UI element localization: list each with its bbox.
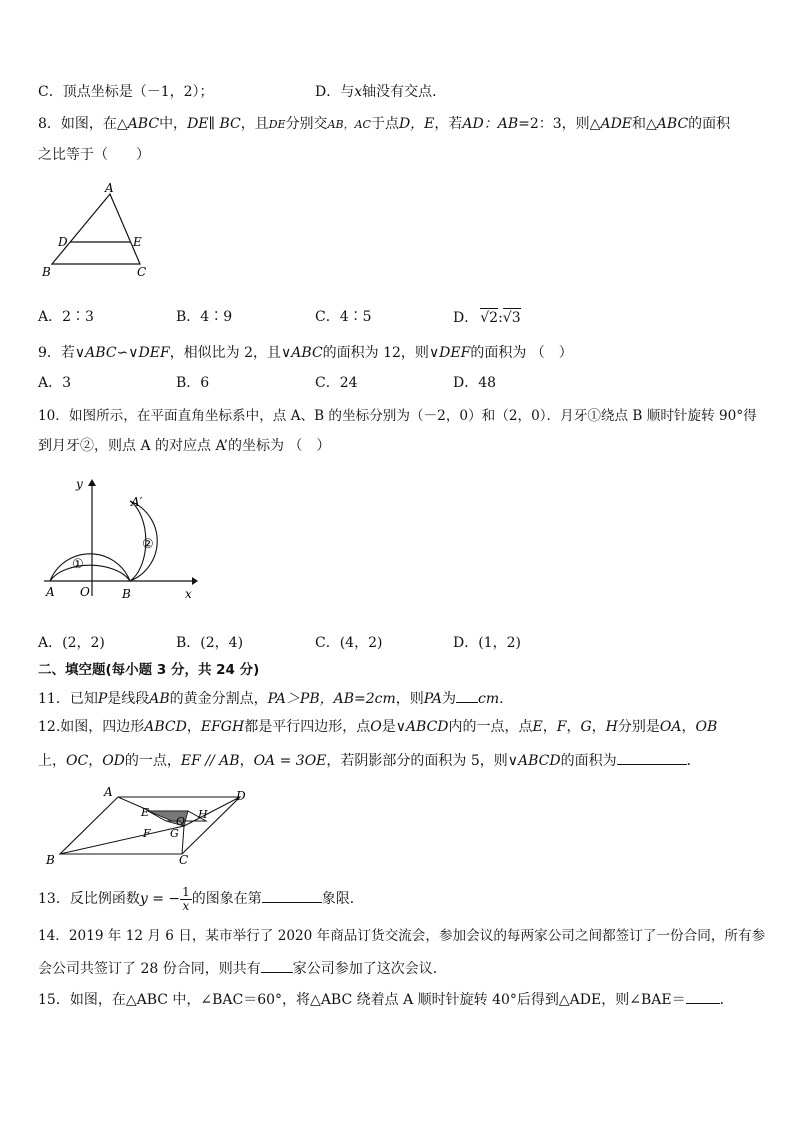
q8-var: DE xyxy=(268,118,286,131)
q13-fraction-numerator: 1 xyxy=(182,884,190,899)
q8-stem-line2: 之比等于（ ） xyxy=(38,147,150,163)
q10-label-crescent-2: ② xyxy=(142,537,154,552)
q8-label-e: E xyxy=(133,235,142,249)
q9-var: ∨DEF xyxy=(428,345,471,361)
q12-var: OA = 3OE xyxy=(253,753,327,769)
q8-text: =2：3，则△ xyxy=(518,116,601,132)
q12-var: G xyxy=(580,719,592,735)
q8-option-d-radicand2: 3 xyxy=(511,310,521,326)
q8-label-a: A xyxy=(105,182,114,195)
q12-text: ，若阴影部分的面积为 5，则 xyxy=(326,753,508,769)
q8-text: ，若 xyxy=(434,116,463,132)
q8-var: ABC xyxy=(656,116,689,132)
q9-text: 的面积为 （ ） xyxy=(470,345,573,361)
q9-text: 的面积为 12，则 xyxy=(322,345,429,361)
q12-text: 都是平行四边形，点 xyxy=(244,719,371,735)
q10-option-c: C．(4，2) xyxy=(315,635,383,651)
q14-text: 家公司参加了这次会议． xyxy=(292,961,447,977)
q10-x-axis-arrow-icon xyxy=(192,577,198,585)
q12-text: ， xyxy=(186,719,201,735)
q8-text: ，且 xyxy=(240,116,269,132)
q12-text: ， xyxy=(542,719,557,735)
q8-triangle-figure xyxy=(38,182,158,282)
q13-fraction-denominator: x xyxy=(182,898,190,913)
q12-label-f: F xyxy=(143,827,151,840)
q12-text: ， xyxy=(566,719,581,735)
q12-text: ， xyxy=(681,719,696,735)
q12-label-g: G xyxy=(170,827,179,840)
q12-var: ∨ABCD xyxy=(507,753,561,769)
q11-var: PA xyxy=(423,691,443,707)
q11-var: PA＞PB，AB=2cm xyxy=(267,691,396,707)
q12-text: 12.如图，四边形 xyxy=(38,719,145,735)
q12-segment-ob xyxy=(60,826,184,854)
q12-label-c: C xyxy=(179,853,189,867)
q12-text: ， xyxy=(239,753,254,769)
q12-segment-od xyxy=(184,797,240,826)
q10-label-b: B xyxy=(122,587,131,601)
q10-crescent-1 xyxy=(50,554,130,581)
q11-text: ，则 xyxy=(395,691,424,707)
q9-option-d: D．48 xyxy=(453,375,497,391)
q8-label-d: D xyxy=(58,235,68,249)
q15-answer-blank[interactable] xyxy=(686,989,720,1004)
q14-stem-line2 xyxy=(38,958,447,978)
q14-answer-blank[interactable] xyxy=(261,958,293,973)
q8-label-c: C xyxy=(137,265,147,279)
q10-label-o: O xyxy=(80,585,90,599)
q8-triangle-abc xyxy=(52,194,140,264)
q13-text: 13．反比例函数 xyxy=(38,891,140,907)
q7-option-c: C．顶点坐标是（－1，2）； xyxy=(38,84,214,100)
q8-var: AD：AB xyxy=(462,116,519,132)
q10-label-x: x xyxy=(185,587,192,601)
q12-var: EFGH xyxy=(200,719,245,735)
q11-text: 是线段 xyxy=(107,691,150,707)
q8-var: ABC xyxy=(127,116,160,132)
q10-y-axis-arrow-icon xyxy=(88,479,96,486)
q8-var: BC xyxy=(219,116,241,132)
q9-var: ∨ABC∽∨DEF xyxy=(74,345,170,361)
q12-parallelogram-figure xyxy=(40,784,270,868)
q11-text: 为 xyxy=(442,691,457,707)
q12-text: ． xyxy=(686,753,701,769)
q10-crescent-figure xyxy=(42,474,202,606)
q8-option-d-separator: : xyxy=(498,310,503,326)
q10-option-b: B．(2，4) xyxy=(176,635,244,651)
q8-label-b: B xyxy=(42,265,51,279)
q12-label-e: E xyxy=(141,806,150,819)
q12-var: H xyxy=(605,719,618,735)
q8-text: ∥ xyxy=(208,116,215,132)
q12-text: 是 xyxy=(381,719,396,735)
q14-stem-line1: 14．2019 年 12 月 6 日，某市举行了 2020 年商品订货交流会，参加会议的每两家公司之间都签订了一份合同，所有参 xyxy=(38,928,766,944)
sqrt-icon: √ xyxy=(502,310,512,326)
q12-text: ， xyxy=(591,719,606,735)
q8-var: AB，AC xyxy=(327,118,371,131)
q8-option-b: B．4∶9 xyxy=(176,309,233,325)
q9-option-c: C．24 xyxy=(315,375,358,391)
q7-option-d-var: x xyxy=(354,84,363,100)
q12-label-d: D xyxy=(236,789,246,803)
q8-text: 的面积 xyxy=(688,116,731,132)
q9-text: ，相似比为 2，且 xyxy=(169,345,282,361)
q12-label-b: B xyxy=(46,853,55,867)
q13-text: 的图象在第 xyxy=(191,891,262,907)
q8-option-d-prefix: D． xyxy=(453,310,479,326)
q12-var: OD xyxy=(102,753,125,769)
q11-text: 的黄金分割点， xyxy=(169,691,268,707)
q9-text: 9．若 xyxy=(38,345,75,361)
sqrt-icon: √ xyxy=(480,310,490,326)
q12-text: 分别是 xyxy=(617,719,660,735)
q10-label-crescent-1: ① xyxy=(72,557,84,572)
q8-text: 和△ xyxy=(632,116,657,132)
q12-var: E xyxy=(532,719,543,735)
q12-label-h: H xyxy=(198,808,208,821)
q11-unit: cm xyxy=(478,691,500,707)
q8-option-c: C．4∶5 xyxy=(315,309,372,325)
q11-text: 11．已知 xyxy=(38,691,98,707)
q15-text: ． xyxy=(719,992,734,1008)
q12-parallelogram-abcd xyxy=(60,797,240,854)
q9-var: ∨ABC xyxy=(281,345,323,361)
q12-text: 上， xyxy=(38,753,66,769)
q10-label-y: y xyxy=(76,477,83,491)
q12-var: F xyxy=(556,719,567,735)
q8-option-d xyxy=(453,308,521,327)
q8-stem-line1 xyxy=(38,115,730,134)
q12-text: 的一点， xyxy=(124,753,181,769)
q15-stem xyxy=(38,989,734,1009)
q13-fraction xyxy=(180,886,192,913)
q7-option-d-text: 轴没有交点． xyxy=(362,84,447,100)
q12-answer-blank[interactable] xyxy=(617,750,687,765)
q12-label-a: A xyxy=(104,785,113,799)
q8-var: ADE xyxy=(600,116,633,132)
q10-stem-line1: 10．如图所示，在平面直角坐标系中，点 A、B 的坐标分别为（－2，0）和（2，0）．月牙①绕点 B 顺时针旋转 90°得 xyxy=(38,408,757,424)
q8-option-a: A．2∶3 xyxy=(38,309,94,325)
q12-text: 内的一点，点 xyxy=(448,719,533,735)
q8-text: 于点 xyxy=(370,116,399,132)
q12-var: ∨ABCD xyxy=(395,719,449,735)
q13-expression-lhs: y = − xyxy=(139,891,181,907)
q11-var: P xyxy=(97,691,108,707)
q12-stem-line1 xyxy=(38,718,717,736)
q12-var: ABCD xyxy=(144,719,187,735)
q8-option-d-radicand1: 2 xyxy=(489,310,499,326)
q10-option-d: D．(1，2) xyxy=(453,635,521,651)
q11-answer-blank[interactable] xyxy=(456,688,478,703)
q12-text: 的面积为 xyxy=(560,753,617,769)
q7-option-d xyxy=(315,83,446,101)
q12-label-o: O xyxy=(176,815,186,828)
q11-var: AB xyxy=(149,691,170,707)
q7-option-d-prefix: D．与 xyxy=(315,84,355,100)
q11-stem xyxy=(38,688,504,708)
q10-option-a: A．(2，2) xyxy=(38,635,105,651)
section-heading: 二、填空题(每小题 3 分，共 24 分) xyxy=(38,662,260,678)
q12-var: OA xyxy=(659,719,682,735)
q8-text: 中， xyxy=(159,116,188,132)
q10-label-a: A xyxy=(46,585,55,599)
q15-text: 15．如图，在△ABC 中，∠BAC＝60°，将△ABC 绕着点 A 顺时针旋转 40°后得到△ADE，则∠BAE＝ xyxy=(38,992,686,1008)
q8-text: 8．如图，在△ xyxy=(38,116,128,132)
q8-var: D，E xyxy=(398,116,435,132)
q8-var: DE xyxy=(187,116,209,132)
q13-answer-blank[interactable] xyxy=(262,888,322,903)
q12-stem-line2 xyxy=(38,750,701,770)
q12-var: OC xyxy=(66,753,89,769)
q9-option-a: A．3 xyxy=(38,375,72,391)
q12-var: O xyxy=(370,719,382,735)
q9-stem xyxy=(38,344,573,362)
q12-var: EF // AB xyxy=(180,753,240,769)
q14-text: 会公司共签订了 28 份合同，则共有 xyxy=(38,961,261,977)
q12-text: ， xyxy=(88,753,103,769)
q13-stem xyxy=(38,882,364,916)
q11-text: . xyxy=(499,691,504,707)
q9-option-b: B．6 xyxy=(176,375,210,391)
q13-text: 象限． xyxy=(321,891,364,907)
q10-label-a-prime: A′ xyxy=(131,495,143,509)
q12-var: OB xyxy=(695,719,718,735)
q8-text: 分别交 xyxy=(285,116,328,132)
q12-segment-oc xyxy=(182,826,184,854)
q10-stem-line2: 到月牙②，则点 A 的对应点 A’的坐标为 （ ） xyxy=(38,438,331,454)
